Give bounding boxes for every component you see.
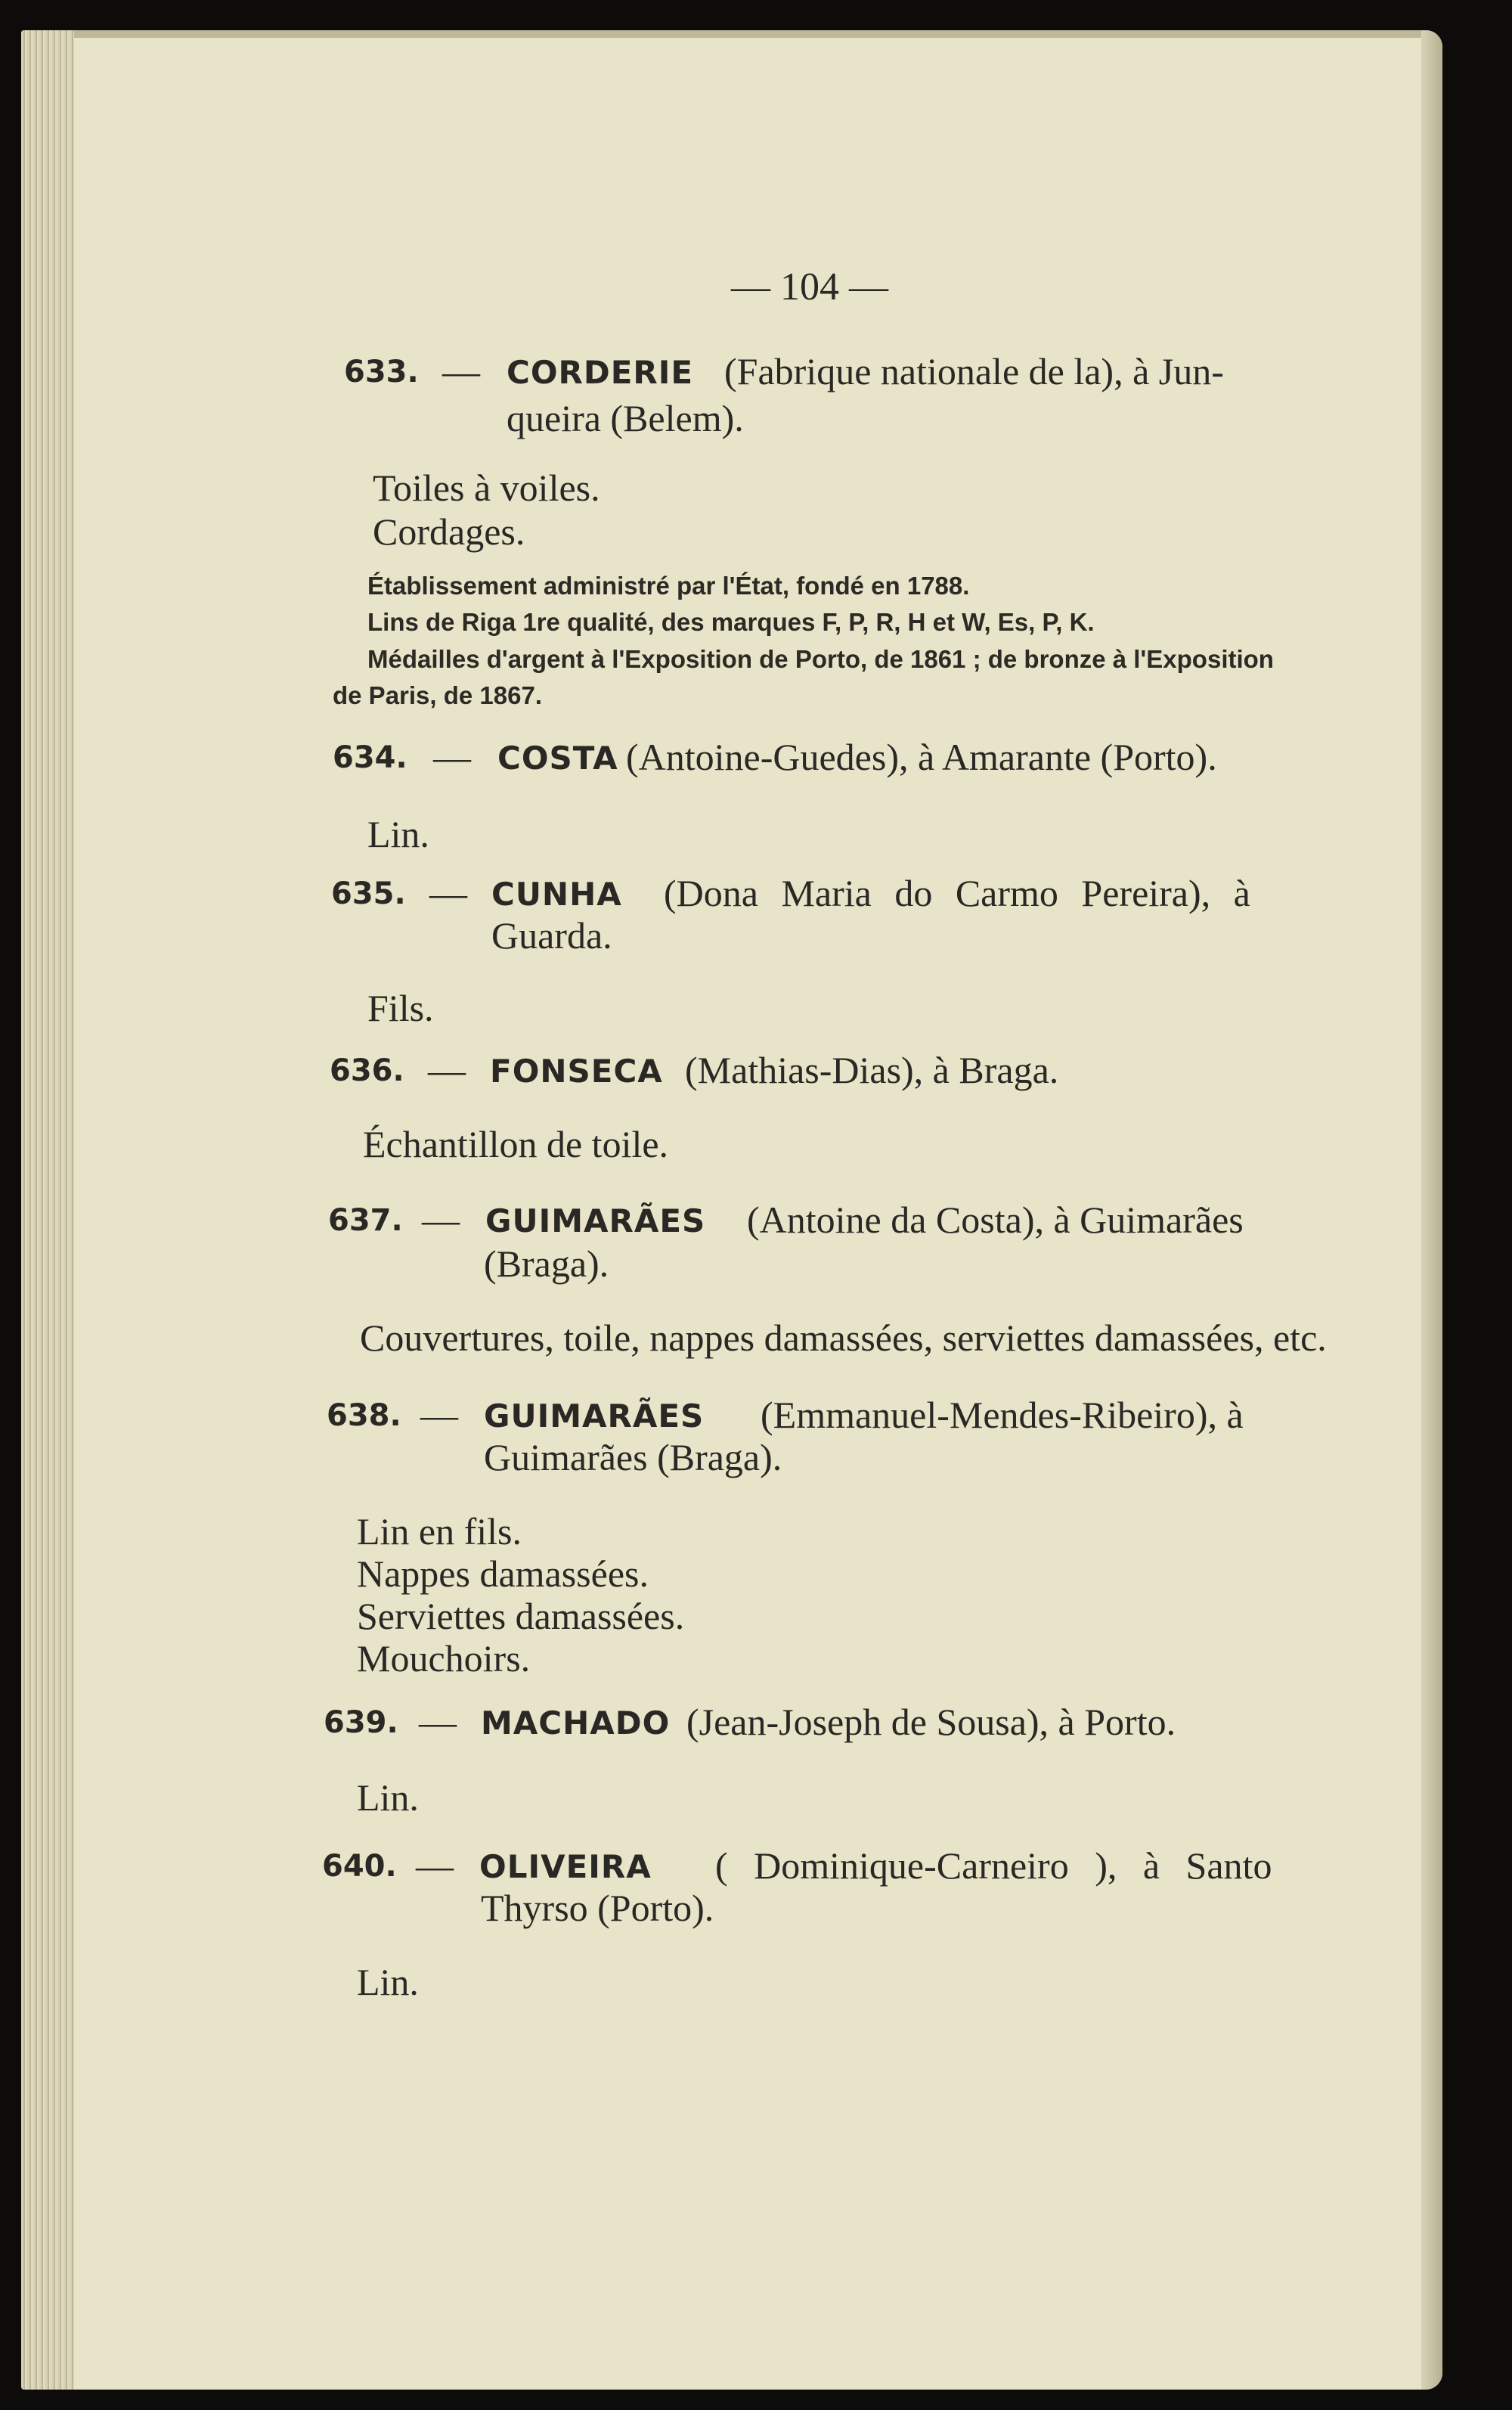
entry-dash: — — [433, 736, 471, 778]
entry-item: Lin. — [357, 1776, 419, 1819]
entry-name: GUIMARÃES — [485, 1202, 706, 1239]
entry-dash: — — [420, 1394, 458, 1436]
entry-number: 636. — [330, 1053, 404, 1088]
entry-item: Fils. — [367, 987, 434, 1029]
entry-description: (Fabrique nationale de la), à Jun- — [724, 350, 1224, 392]
entry-description: (Emmanuel-Mendes-Ribeiro), à — [761, 1394, 1244, 1436]
entry-dash: — — [416, 1844, 454, 1887]
entry-description-cont: (Braga). — [484, 1242, 609, 1285]
entry-number: 640. — [322, 1849, 397, 1884]
entry-description: (Antoine da Costa), à Guimarães — [747, 1199, 1244, 1241]
entry-description: (Dona Maria do Carmo Pereira), à — [664, 872, 1250, 914]
entry-number: 633. — [344, 355, 419, 389]
entry-description: (Mathias-Dias), à Braga. — [685, 1049, 1059, 1091]
entry-item: Lin. — [357, 1961, 419, 2003]
entry-note: Établissement administré par l'État, fondé en 1788. — [367, 572, 970, 600]
entry-item: Serviettes damassées. — [357, 1595, 685, 1637]
entry-name: CUNHA — [491, 876, 622, 913]
entry-name: MACHADO — [481, 1704, 671, 1742]
entry-description: ( Dominique-Carneiro ), à Santo — [715, 1844, 1272, 1887]
entry-description-cont: queira (Belem). — [507, 397, 744, 439]
entry-name: CORDERIE — [507, 354, 694, 391]
entry-item: Mouchoirs. — [357, 1637, 531, 1680]
entry-number: 639. — [324, 1705, 398, 1740]
book-page — [21, 30, 1442, 2390]
page-right-edge — [1421, 30, 1442, 2390]
entry-name: OLIVEIRA — [479, 1848, 652, 1885]
entry-dash: — — [429, 872, 467, 914]
entry-note: Lins de Riga 1re qualité, des marques F, P, R, H et W, Es, P, K. — [367, 608, 1095, 636]
entry-number: 638. — [327, 1398, 401, 1433]
entry-description-cont: Thyrso (Porto). — [481, 1887, 714, 1929]
entry-item: Nappes damassées. — [357, 1552, 649, 1595]
page-number: — 104 — — [731, 265, 888, 309]
page-stack-left-edge — [21, 30, 74, 2390]
entry-item: Toiles à voiles. — [373, 467, 600, 509]
entry-name: GUIMARÃES — [484, 1397, 705, 1435]
entry-number: 637. — [328, 1203, 403, 1238]
entry-description: (Antoine-Guedes), à Amarante (Porto). — [626, 736, 1217, 778]
entry-item: Cordages. — [373, 510, 525, 553]
page-top-edge — [21, 30, 1442, 38]
entry-item: Échantillon de toile. — [363, 1123, 669, 1165]
entry-note: Médailles d'argent à l'Exposition de Porto, de 1861 ; de bronze à l'Exposition — [367, 645, 1274, 673]
entry-dash: — — [428, 1049, 466, 1091]
entry-dash: — — [442, 350, 480, 392]
entry-item: Couvertures, toile, nappes damassées, serviettes damassées, etc. — [360, 1317, 1327, 1359]
entry-number: 635. — [331, 876, 406, 911]
entry-description-cont: Guarda. — [491, 914, 612, 957]
entry-note: de Paris, de 1867. — [333, 681, 543, 709]
entry-dash: — — [422, 1199, 460, 1241]
entry-dash: — — [419, 1701, 457, 1743]
entry-name: COSTA — [497, 740, 618, 777]
entry-number: 634. — [333, 740, 407, 775]
entry-item: Lin en fils. — [357, 1510, 522, 1552]
entry-name: FONSECA — [490, 1053, 663, 1090]
entry-item: Lin. — [367, 813, 429, 855]
entry-description: (Jean-Joseph de Sousa), à Porto. — [686, 1701, 1176, 1743]
entry-description-cont: Guimarães (Braga). — [484, 1436, 782, 1478]
